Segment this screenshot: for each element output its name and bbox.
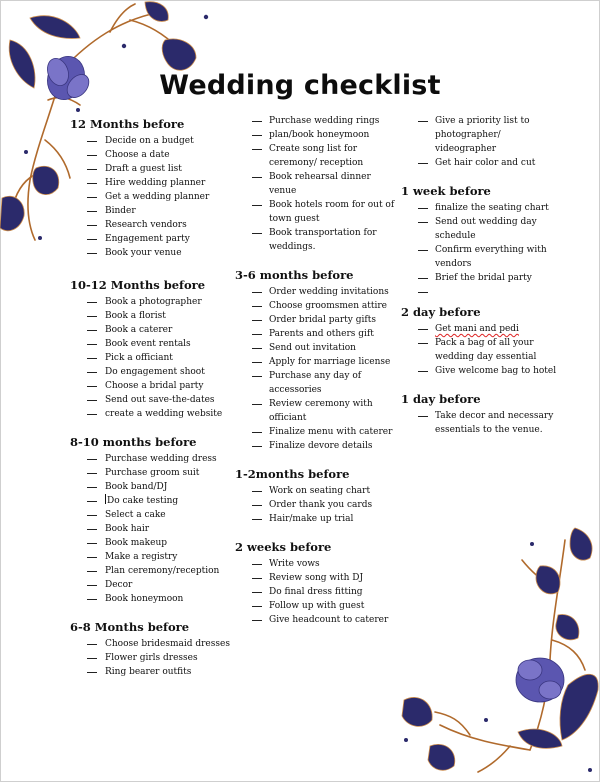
section-1-week (401, 184, 561, 299)
checklist-item: Send out save-the-dates (70, 393, 235, 407)
checklist-item: Send out invitation (235, 341, 395, 355)
checklist-item: Book a florist (70, 309, 235, 323)
checklist-item: Book honeymoon (70, 592, 235, 606)
section-heading: 2 weeks before (235, 540, 332, 554)
checklist-item: Purchase any day of accessories (235, 369, 395, 397)
checklist-item: Purchase wedding dress (70, 452, 235, 466)
checklist-item: Select a cake (70, 508, 235, 522)
checklist-item: Review song with DJ (235, 571, 395, 585)
checklist-item: Plan ceremony/reception (70, 564, 235, 578)
checklist-column-3 (401, 114, 561, 437)
checklist-item: Research vendors (70, 218, 235, 232)
checklist-item: Get a wedding planner (70, 190, 235, 204)
checklist-item: Purchase wedding rings (235, 114, 395, 128)
checklist-item: Follow up with guest (235, 599, 395, 613)
checklist-item: Ring bearer outfits (70, 665, 235, 679)
checklist-item-text: Do cake testing (107, 496, 179, 506)
section-1-2-months (235, 467, 395, 526)
checklist-item: Take decor and necessary essentials to the venue. (401, 409, 561, 437)
checklist-item: Decor (70, 578, 235, 592)
checklist-item: Choose groomsmen attire (235, 299, 395, 313)
checklist-item: create a wedding website (70, 407, 235, 421)
checklist-item: plan/book honeymoon (235, 128, 395, 142)
checklist-item: Brief the bridal party (401, 271, 561, 285)
checklist-item: Give headcount to caterer (235, 613, 395, 627)
checklist-item: Work on seating chart (235, 484, 395, 498)
checklist-item: Pick a officiant (70, 351, 235, 365)
checklist-item-empty (401, 285, 561, 299)
checklist-item: Hire wedding planner (70, 176, 235, 190)
section-3-6-months (235, 268, 395, 453)
section-heading: 1 day before (401, 392, 481, 406)
section-heading: 12 Months before (70, 117, 185, 131)
checklist-item: Order wedding invitations (235, 285, 395, 299)
floral-branch-bottom-right-icon (390, 520, 600, 782)
checklist-item: Book hotels room for out of town guest (235, 198, 395, 226)
checklist-item: Confirm everything with vendors (401, 243, 561, 271)
checklist-item: Pack a bag of all your wedding day essential (401, 336, 561, 364)
section-heading: 2 day before (401, 305, 481, 319)
section-2-days (401, 305, 561, 378)
checklist-item: Finalize devore details (235, 439, 395, 453)
checklist-item: Give welcome bag to hotel (401, 364, 561, 378)
checklist-item: Decide on a budget (70, 134, 235, 148)
checklist-item: Give a priority list to photographer/ videographer (401, 114, 561, 156)
checklist-item: Choose bridesmaid dresses (70, 637, 235, 651)
checklist-item: Binder (70, 204, 235, 218)
section-12-months (70, 117, 235, 260)
section-heading: 1 week before (401, 184, 491, 198)
checklist-item: Create song list for ceremony/ reception (235, 142, 395, 170)
checklist-item: Apply for marriage license (235, 355, 395, 369)
checklist-column-2 (235, 114, 395, 627)
checklist-item: Book a caterer (70, 323, 235, 337)
checklist-item: Book a photographer (70, 295, 235, 309)
section-8-10-months (70, 435, 235, 606)
section-heading: 8-10 months before (70, 435, 197, 449)
checklist-item: Get mani and pedi (401, 322, 561, 336)
section-2-weeks (235, 540, 395, 627)
checklist-item: Book your venue (70, 246, 235, 260)
checklist-item: Make a registry (70, 550, 235, 564)
checklist-item: Do final dress fitting (235, 585, 395, 599)
checklist-item: Choose a date (70, 148, 235, 162)
section-10-12-months (70, 278, 235, 421)
checklist-item: Order thank you cards (235, 498, 395, 512)
checklist-item: Flower girls dresses (70, 651, 235, 665)
section-heading: 10-12 Months before (70, 278, 206, 292)
checklist-item: Book hair (70, 522, 235, 536)
section-continued-2-weeks (401, 114, 561, 170)
page-title: Wedding checklist (159, 70, 441, 101)
checklist-item: Finalize menu with caterer (235, 425, 395, 439)
checklist-item: Engagement party (70, 232, 235, 246)
section-heading: 6-8 Months before (70, 620, 190, 634)
section-continued-6-8-months (235, 114, 395, 254)
text-cursor (105, 494, 106, 504)
checklist-item: Send out wedding day schedule (401, 215, 561, 243)
checklist-item: Choose a bridal party (70, 379, 235, 393)
checklist-item: Book transportation for weddings. (235, 226, 395, 254)
section-heading: 1-2months before (235, 467, 350, 481)
section-1-day (401, 392, 561, 437)
checklist-item: finalize the seating chart (401, 201, 561, 215)
checklist-item: Purchase groom suit (70, 466, 235, 480)
checklist-item: Book rehearsal dinner venue (235, 170, 395, 198)
checklist-item: Get hair color and cut (401, 156, 561, 170)
checklist-item-cake-testing[interactable] (70, 494, 235, 508)
checklist-item: Hair/make up trial (235, 512, 395, 526)
checklist-column-1 (70, 117, 235, 679)
checklist-item: Write vows (235, 557, 395, 571)
checklist-item: Book band/DJ (70, 480, 235, 494)
checklist-item: Draft a guest list (70, 162, 235, 176)
checklist-item: Review ceremony with officiant (235, 397, 395, 425)
checklist-item: Do engagement shoot (70, 365, 235, 379)
section-heading: 3-6 months before (235, 268, 354, 282)
checklist-item: Book makeup (70, 536, 235, 550)
section-6-8-months (70, 620, 235, 679)
checklist-item: Order bridal party gifts (235, 313, 395, 327)
checklist-item: Book event rentals (70, 337, 235, 351)
checklist-item: Parents and others gift (235, 327, 395, 341)
